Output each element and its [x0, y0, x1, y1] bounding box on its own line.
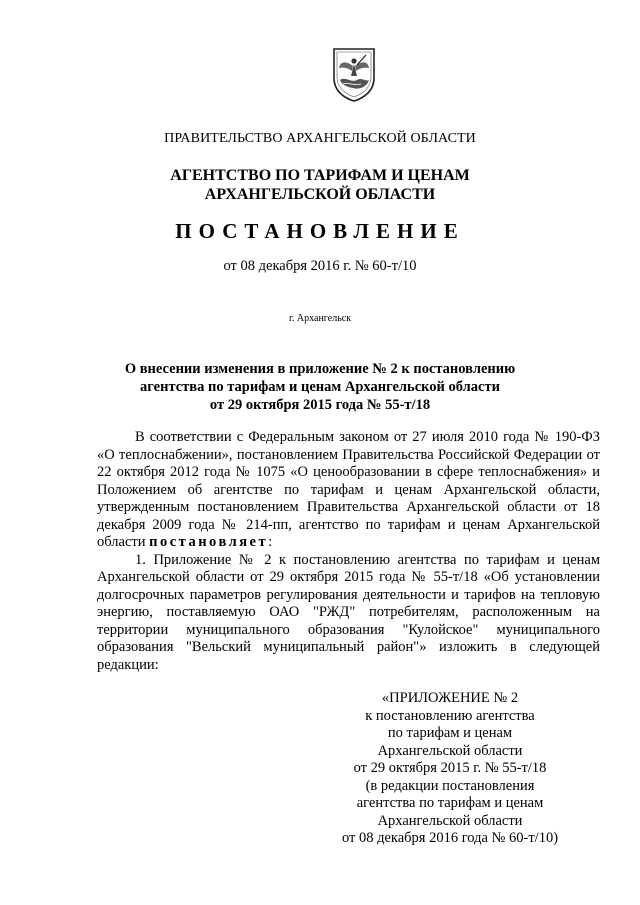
agency-name: [0, 166, 640, 204]
appendix-line: от 08 декабря 2016 года № 60-т/10): [341, 830, 559, 846]
paragraph-preamble: [97, 429, 600, 552]
coat-of-arms-icon: [331, 46, 377, 102]
document-body: [97, 429, 600, 674]
agency-name-line2: АРХАНГЕЛЬСКОЙ ОБЛАСТИ: [204, 186, 436, 203]
appendix-line: (в редакции постановления: [365, 777, 535, 794]
preamble-end: :: [268, 534, 273, 550]
appendix-line: от 29 октября 2015 г. № 55-т/18: [353, 760, 547, 776]
appendix-line: Архангельской области: [377, 812, 523, 829]
title-line1: О внесении изменения в приложение № 2 к постановлению: [124, 361, 516, 377]
city: г. Архангельск: [288, 313, 352, 324]
title-line3: от 29 октября 2015 года № 55-т/18: [209, 397, 431, 413]
title-line2: агентства по тарифам и ценам Архангельской области: [140, 379, 500, 395]
appendix-line: агентства по тарифам и ценам: [356, 795, 544, 811]
appendix-line: Архангельской области: [377, 742, 523, 759]
government-name: ПРАВИТЕЛЬСТВО АРХАНГЕЛЬСКОЙ ОБЛАСТИ: [164, 131, 476, 146]
decree-word: постановляет: [149, 534, 269, 550]
appendix-line: «ПРИЛОЖЕНИЕ № 2: [381, 690, 519, 706]
paragraph-item-1: 1. Приложение № 2 к постановлению агентства по тарифам и ценам Архангельской области от 29 октября 2015 года № 55-т/18 «Об установлении долгосрочных параметров регулирования деятельности и тарифов на тепловую энергию, поставляемую ОАО "РЖД" потребителям, расположенным на территории муниципального образования "Кулойское" муниципального образования "Вельский муниципальный район"» изложить в следующей редакции:: [97, 551, 600, 673]
appendix-line: к постановлению агентства: [365, 707, 535, 724]
preamble-text: В соответствии с Федеральным законом от 27 июля 2010 года № 190-ФЗ «О теплоснабжении», постановлением Правительства Российской Федерации от 22 октября 2012 года № 1075 «О ценообразовании в сфере теплоснабжения» и Положением об агентстве по тарифам и ценам Архангельской области, утвержденным постановлением Правительства Архангельской области от 18 декабря 2009 года № 214-пп, агентство по тарифам и ценам Архангельской области: [97, 429, 600, 550]
document-title: [0, 360, 640, 414]
date-number: от 08 декабря 2016 г. № 60-т/10: [223, 258, 417, 274]
agency-name-line1: АГЕНТСТВО ПО ТАРИФАМ И ЦЕНАМ: [170, 167, 470, 184]
document-type: ПОСТАНОВЛЕНИЕ: [175, 219, 465, 243]
appendix-line: по тарифам и ценам: [387, 725, 513, 741]
appendix-header: [330, 690, 570, 848]
